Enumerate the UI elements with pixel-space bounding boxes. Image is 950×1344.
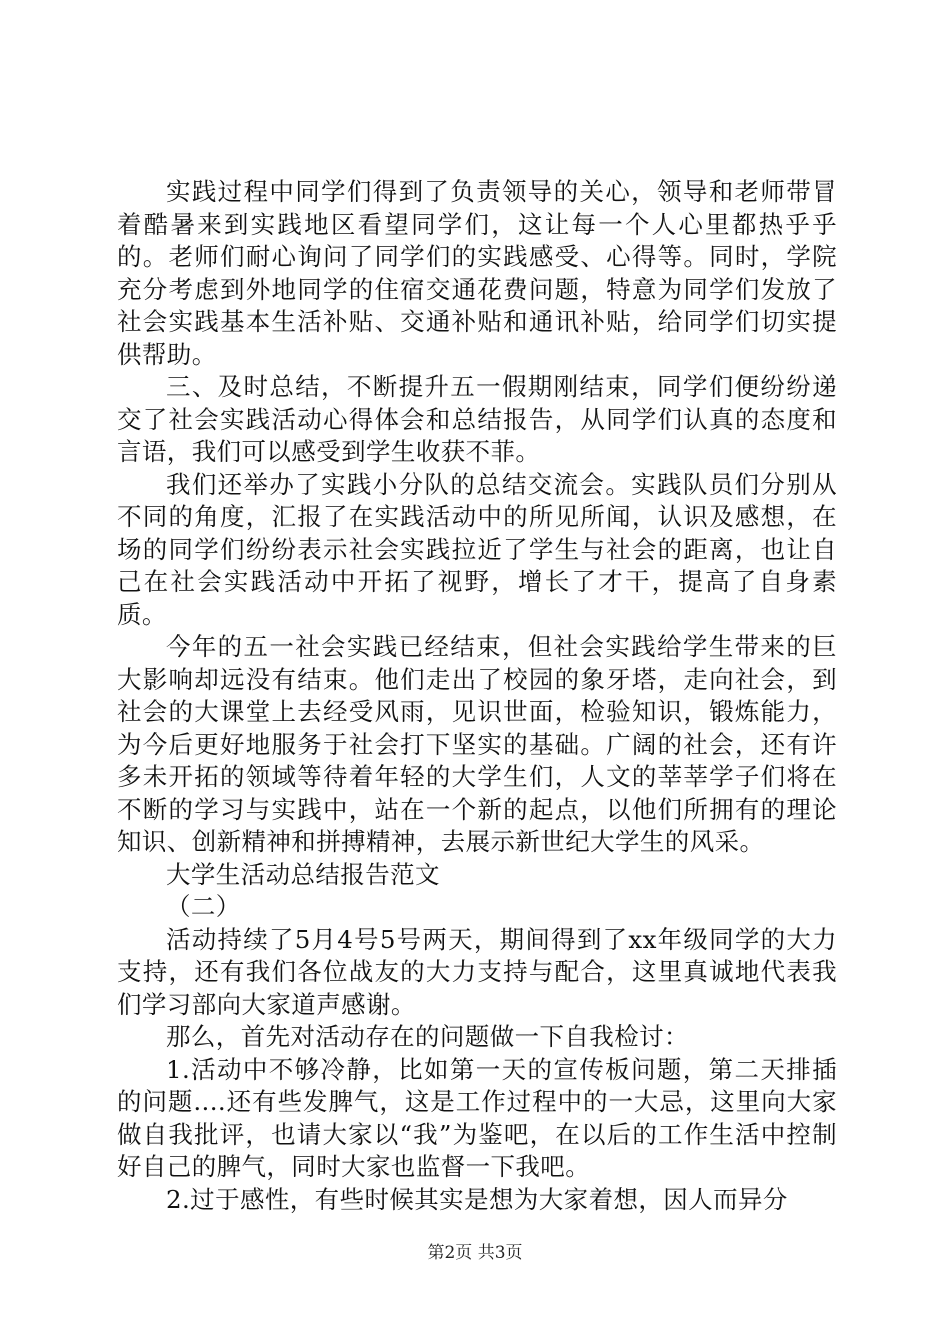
document-body (117, 176, 837, 1216)
section-number: （二） (166, 892, 241, 921)
paragraph-practice-care: 实践过程中同学们得到了负责领导的关心，领导和老师带冒着酷暑来到实践地区看望同学们，这让每一个人心里都热乎乎的。老师们耐心询问了同学们的实践感受、心得等。同时，学院充分考虑到外地同学的住宿交通花费问题，特意为同学们发放了社会实践基本生活补贴、交通补贴和通讯补贴，给同学们切实提供帮助。 (117, 177, 837, 369)
paragraph-activity-thanks: 活动持续了5月4号5号两天，期间得到了xx年级同学的大力支持，还有我们各位战友的大力支持与配合，这里真诚地代表我们学习部向大家道声感谢。 (117, 924, 837, 1019)
paragraph-conclusion: 今年的五一社会实践已经结束，但社会实践给学生带来的巨大影响却远没有结束。他们走出了校园的象牙塔，走向社会，到社会的大课堂上去经受风雨，见识世面，检验知识，锻炼能力，为今后更好地服务于社会打下坚实的基础。广阔的社会，还有许多未开拓的领域等待着年轻的大学生们，人文的莘莘学子们将在不断的学习与实践中，站在一个新的起点，以他们所拥有的理论知识、创新精神和拼搏精神，去展示新世纪大学生的风采。 (117, 632, 837, 856)
paragraph-self-review-intro: 那么，首先对活动存在的问题做一下自我检讨： (166, 1022, 689, 1051)
page-footer: 第2页 共3页 (427, 1243, 523, 1263)
section-title: 大学生活动总结报告范文 (166, 859, 440, 889)
list-item-2: 2.过于感性，有些时候其实是想为大家着想，因人而异分 (166, 1184, 788, 1214)
paragraph-summary-section: 三、及时总结，不断提升五一假期刚结束，同学们便纷纷递交了社会实践活动心得体会和总结报告，从同学们认真的态度和言语，我们可以感受到学生收获不菲。 (117, 372, 837, 466)
list-item-1: 1.活动中不够冷静，比如第一天的宣传板问题，第二天排插的问题....还有些发脾气，这是工作过程中的一大忌，这里向大家做自我批评，也请大家以“我”为鉴吧，在以后的工作生活中控制好自己的脾气，同时大家也监督一下我吧。 (117, 1054, 837, 1181)
paragraph-exchange-meeting: 我们还举办了实践小分队的总结交流会。实践队员们分别从不同的角度，汇报了在实践活动中的所见所闻，认识及感想，在场的同学们纷纷表示社会实践拉近了学生与社会的距离，也让自己在社会实践活动中开拓了视野，增长了才干，提高了自身素质。 (117, 469, 837, 629)
